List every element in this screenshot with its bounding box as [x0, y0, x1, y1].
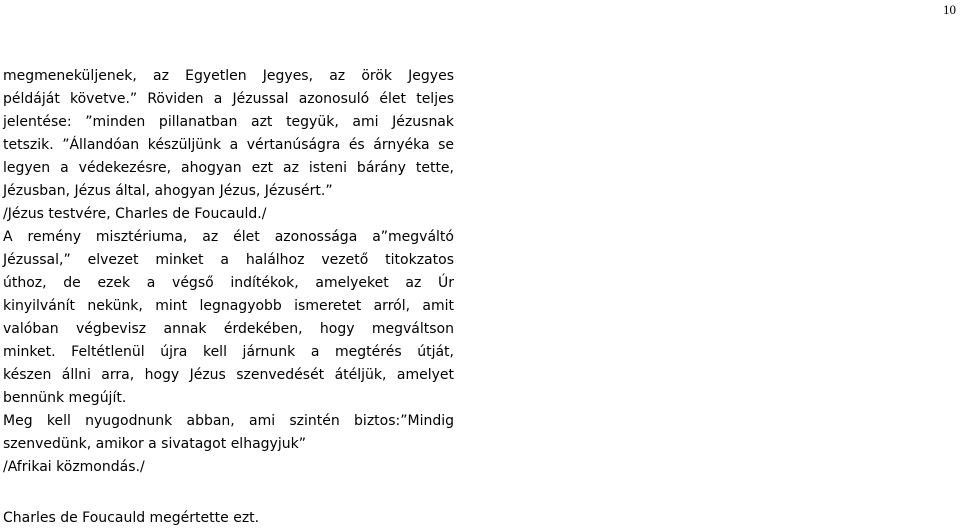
closing-line: Charles de Foucauld megértette ezt.	[3, 510, 260, 526]
text-line-14: készen állni arra, hogy Jézus szenvedését átéljük, amelyet	[3, 367, 454, 383]
text-line-16: Meg kell nyugodnunk abban, ami szintén biztos:”Mindig	[3, 413, 454, 429]
document-body	[3, 65, 454, 530]
text-line-1: megmeneküljenek, az Egyetlen Jegyes, az örök Jegyes	[3, 68, 454, 84]
text-line-18: /Afrikai közmondás./	[3, 459, 145, 475]
text-line-2: példáját követve.” Röviden a Jézussal azonosuló élet teljes	[3, 91, 454, 107]
text-line-5: legyen a védekezésre, ahogyan ezt az isteni bárány tette,	[3, 160, 454, 176]
text-line-17: szenvedünk, amikor a sivatagot elhagyjuk”	[3, 436, 306, 452]
paragraph-gap	[3, 479, 454, 507]
text-line-15: bennünk megújít.	[3, 390, 127, 406]
text-line-8: A remény misztériuma, az élet azonossága a”megváltó	[3, 229, 454, 245]
text-line-3: jelentése: ”minden pillanatban azt tegyük, ami Jézusnak	[3, 114, 454, 130]
text-line-4: tetszik. ”Állandóan készüljünk a vértanúságra és árnyéka se	[3, 137, 454, 153]
page-number: 10	[943, 2, 956, 17]
text-line-7: /Jézus testvére, Charles de Foucauld./	[3, 206, 267, 222]
text-line-6: Jézusban, Jézus által, ahogyan Jézus, Jézusért.”	[3, 183, 333, 199]
text-line-13: minket. Feltétlenül újra kell járnunk a megtérés útját,	[3, 344, 454, 360]
text-line-9: Jézussal,” elvezet minket a halálhoz vezető titokzatos	[3, 252, 454, 268]
text-line-11: kinyilvánít nekünk, mint legnagyobb ismeretet arról, amit	[3, 298, 454, 314]
text-line-12: valóban végbevisz annak érdekében, hogy megváltson	[3, 321, 454, 337]
text-line-10: úthoz, de ezek a végső indítékok, amelyeket az Úr	[3, 275, 454, 291]
